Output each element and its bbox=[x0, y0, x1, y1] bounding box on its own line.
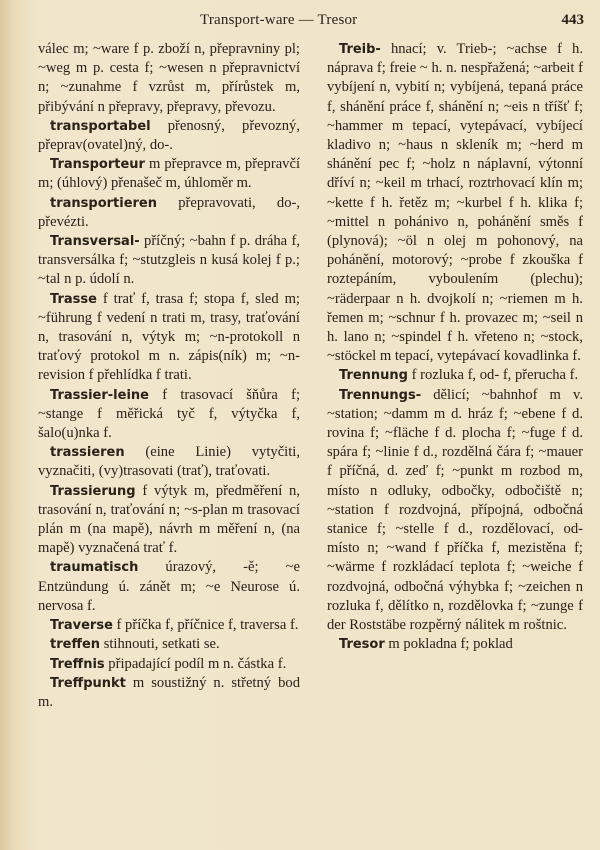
entry-definition: f výtyk m, předměření n, trasování n, traťování n; ~s-plan m trasovací plán m (na mapě), návrh m měření n, (na mapě) vyznačená trať f. bbox=[38, 482, 300, 557]
entry-definition: m pokladna f; poklad bbox=[384, 636, 513, 653]
page-number: 443 bbox=[561, 12, 584, 28]
dictionary-entry bbox=[38, 482, 300, 559]
dictionary-entry bbox=[38, 616, 300, 635]
entry-headword: Trassierung bbox=[50, 483, 136, 499]
entry-definition: připadající podíl m n. částka f. bbox=[104, 655, 287, 672]
entry-headword: traumatisch bbox=[50, 560, 139, 576]
dictionary-entry bbox=[38, 232, 300, 290]
dictionary-entry bbox=[38, 194, 300, 232]
entry-headword: Treffnis bbox=[50, 656, 105, 672]
page-header bbox=[0, 8, 600, 38]
entry-definition: f příčka f, příčnice f, traversa f. bbox=[112, 617, 299, 634]
entry-definition: přenosný, převozný, přeprav(ovatel)ný, do-. bbox=[38, 117, 300, 154]
dictionary-entry bbox=[327, 366, 583, 385]
entry-definition: m přepravce m, přepravčí m; (úhlový) přenašeč m, úhloměr m. bbox=[38, 156, 300, 192]
dictionary-entry bbox=[38, 117, 300, 155]
entry-definition: m soustižný n. střetný bod m. bbox=[38, 674, 300, 710]
left-column bbox=[38, 40, 300, 712]
dictionary-entry bbox=[38, 443, 300, 481]
entry-definition: válec m; ~ware f p. zboží n, přepravniny pl; ~weg m p. cesta f; ~wesen n přepravnictví n; ~zunahme f vzrůst m, přírůstek m, přibývání n přepravy, přepravy, převozu. bbox=[38, 41, 300, 115]
entry-definition: dělicí; ~bahnhof m v. ~station; ~damm m d. hráz f; ~ebene f d. rovina f; ~fläche f d. plocha f; ~fuge f d. spára f; ~linie f d., rozdělná čára f; ~mauer f příčná, d. zeď f; ~punkt m rozbod m, místo n odluky, odbočky, odbočiště n; ~station f rozdvojná, přípojná, odbočná stanice f; ~stelle f d., rozdělovací, od- místo n; ~wand f příčka f, mezistěna f; ~wärme f rozkládací teplota f; ~weiche f rozdvojná, odbočná výhybka f; ~zeichen n rozluka f, dělítko n, rozdělovka f; ~zunge f der Roststäbe rozpěrný nálitek m roštnic. bbox=[327, 386, 583, 634]
dictionary-entry bbox=[38, 655, 300, 674]
entry-headword: Transversal- bbox=[50, 234, 140, 250]
entry-definition: příčný; ~bahn f p. dráha f, transversálka f; ~stutzgleis n kusá kolej f p.; ~tal n p. údolí n. bbox=[38, 233, 300, 288]
entry-definition: stihnouti, setkati se. bbox=[100, 636, 220, 653]
dictionary-entry bbox=[38, 155, 300, 193]
dictionary-entry bbox=[38, 290, 300, 386]
dictionary-entry bbox=[327, 635, 583, 654]
entry-headword: Trasse bbox=[50, 291, 97, 307]
entry-headword: trassieren bbox=[50, 445, 125, 461]
entry-headword: Trassier-leine bbox=[50, 387, 149, 403]
entry-definition: f rozluka f, od- f, přerucha f. bbox=[408, 367, 579, 384]
entry-headword: Transporteur bbox=[50, 157, 145, 173]
entry-headword: Trennungs- bbox=[339, 387, 422, 403]
entry-definition: f trasovací šňůra f; ~stange f měřická tyč f, výtyčka f, šalo(u)nka f. bbox=[38, 386, 300, 442]
entry-headword: Traverse bbox=[50, 618, 113, 634]
entry-definition: hnací; v. Trieb-; ~achse f h. náprava f; freie ~ h. n. nespřažená; ~arbeit f vybíjení n, vybití n; vybíjená, tepaná práce f, shánění práce f, shánění n; ~eis n tříšť f; ~hammer m tepací, vytepávací, vybíjecí kladivo n; ~haus n skleník m; ~herd m shánění pec f; ~holz n náplavní, výtonní dříví n; ~keil m trhací, roztrhovací klín m; ~kette f h. řetěz m; ~kurbel f h. klika f; ~mittel n pohánivo n, pohánění směs f (plynová); ~öl n olej m pohonový, na pohánění, motorový; ~probe f zkouška f roztepáním, vyboulením (plechu); ~räderpaar n h. dvojkolí n; ~riemen m h. řemen m; ~schnur f h. provazec m; ~seil n h. lano n; ~spindel f h. vřeteno n; ~stock, ~stöckel m tepací, vytepávací kovadlinka f. bbox=[327, 41, 583, 365]
entry-headword: transportabel bbox=[50, 118, 151, 134]
entry-definition: (eine Linie) vytyčiti, vyznačiti, (vy)trasovati (trať), traťovati. bbox=[38, 444, 300, 480]
entry-headword: Trennung bbox=[339, 368, 408, 384]
running-head: Transport-ware — Tresor bbox=[200, 12, 358, 28]
entry-headword: Treib- bbox=[339, 42, 381, 57]
entry-definition: f trať f, trasa f; stopa f, sled m; ~führung f vedení n trati m, trasy, traťování n, trasování n, výtyk m; ~n-protokoll n traťový protokol m n. zápis(ník) m; ~n-revision f přehlídka f trati. bbox=[38, 290, 300, 384]
entry-definition: úrazový, -ě; ~e Entzündung ú. zánět m; ~e Neurose ú. nervosa f. bbox=[38, 559, 300, 614]
entry-headword: transportieren bbox=[50, 195, 158, 211]
dictionary-entry bbox=[38, 40, 300, 117]
dictionary-entry bbox=[38, 386, 300, 444]
dictionary-entry bbox=[327, 386, 583, 636]
dictionary-entry bbox=[38, 558, 300, 616]
dictionary-entry bbox=[38, 674, 300, 712]
entry-headword: Treffpunkt bbox=[50, 675, 126, 691]
right-column bbox=[327, 40, 583, 655]
dictionary-entry bbox=[327, 40, 583, 366]
entry-definition: přepravovati, do-, převézti. bbox=[38, 194, 300, 230]
dictionary-entry bbox=[38, 635, 300, 654]
entry-headword: Tresor bbox=[339, 637, 385, 653]
entry-headword: treffen bbox=[50, 637, 101, 653]
